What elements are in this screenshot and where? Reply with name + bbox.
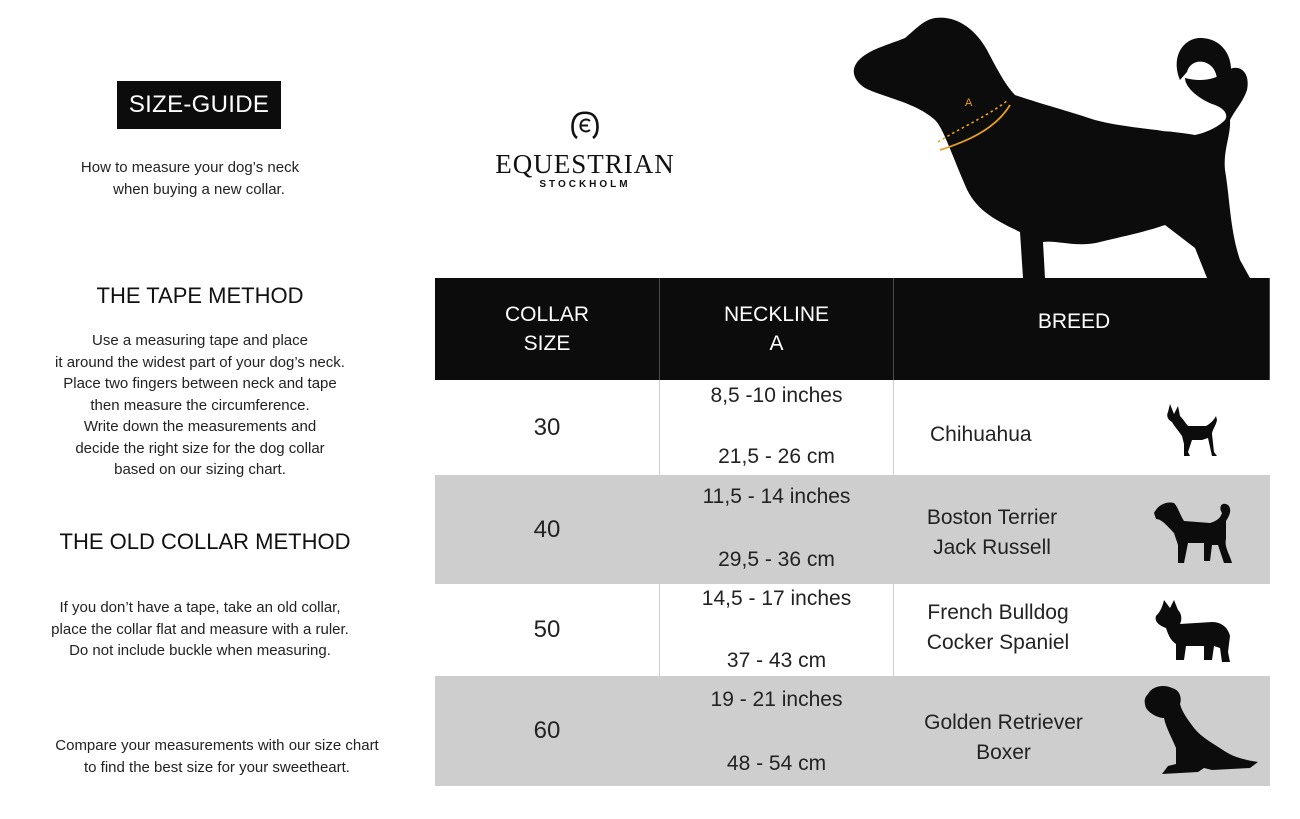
collar-size-cell: 40	[435, 475, 660, 584]
collar-size-cell: 50	[435, 584, 660, 676]
breed-name: Boxer	[976, 741, 1031, 764]
breed-name: Chihuahua	[930, 423, 1032, 446]
neckline-cell	[660, 676, 894, 786]
intro-text	[40, 157, 340, 201]
tail-gap-shape	[1145, 108, 1184, 131]
neckline-inches: 14,5 - 17 inches	[701, 587, 852, 610]
breed-name: Boston Terrier	[926, 506, 1058, 529]
equestrian-logo	[480, 110, 690, 190]
header-text: SIZE	[523, 332, 571, 355]
old-collar-heading: THE OLD COLLAR METHOD	[59, 529, 351, 554]
header-text: COLLAR	[504, 303, 590, 326]
header-collar-size	[435, 278, 660, 380]
table-row	[435, 475, 1270, 584]
intro-line: How to measure your dog’s neck	[80, 159, 300, 176]
header-text: A	[769, 332, 784, 355]
neckline-inches: 19 - 21 inches	[710, 688, 843, 711]
table-header-row	[435, 278, 1270, 380]
header-text: BREED	[1037, 310, 1111, 333]
breed-cell	[894, 584, 1270, 676]
neckline-cell	[660, 584, 894, 676]
horseshoe-logo-icon	[568, 110, 602, 142]
neck-label-a: A	[965, 97, 973, 109]
neckline-cm: 21,5 - 26 cm	[718, 445, 835, 468]
neckline-cm: 48 - 54 cm	[726, 752, 827, 775]
old-line: Do not include buckle when measuring.	[69, 642, 331, 659]
breed-name: Jack Russell	[933, 536, 1051, 559]
neckline-cm: 37 - 43 cm	[726, 649, 827, 672]
breed-names	[916, 708, 1091, 768]
header-text: NECKLINE	[723, 303, 830, 326]
compare-line: to find the best size for your sweetheart.	[84, 758, 350, 776]
tape-line: Place two fingers between neck and tape	[63, 375, 337, 392]
jack-russell-icon	[1152, 499, 1237, 571]
header-breed	[894, 278, 1270, 380]
size-chart-table	[435, 278, 1270, 786]
breed-cell	[894, 475, 1270, 584]
tape-line: then measure the circumference.	[90, 396, 310, 414]
tape-line: it around the widest part of your dog’s neck.	[55, 353, 345, 371]
size-guide-badge: SIZE-GUIDE	[117, 81, 281, 129]
logo-sub: STOCKHOLM	[539, 179, 631, 190]
neckline-inches: 8,5 -10 inches	[710, 384, 843, 407]
neckline-cell	[660, 475, 894, 584]
compare-text	[17, 735, 417, 778]
french-bulldog-icon	[1152, 596, 1237, 668]
chihuahua-icon	[1162, 400, 1222, 465]
breed-name: Golden Retriever	[924, 711, 1083, 734]
golden-retriever-icon	[1142, 682, 1262, 778]
header-neckline	[660, 278, 894, 380]
neckline-cm: 29,5 - 36 cm	[718, 548, 835, 571]
breed-names	[930, 420, 1032, 450]
tape-line: based on our sizing chart.	[114, 461, 286, 478]
neckline-cell	[660, 380, 894, 475]
old-line: If you don’t have a tape, take an old collar,	[59, 599, 341, 616]
breed-cell	[894, 380, 1270, 475]
breed-name: Cocker Spaniel	[926, 631, 1070, 654]
old-collar-text	[0, 597, 400, 662]
old-line: place the collar flat and measure with a ruler.	[51, 620, 349, 638]
breed-names	[922, 503, 1062, 563]
tape-method-text	[0, 330, 400, 481]
collar-size-cell: 30	[435, 380, 660, 475]
tape-line: Use a measuring tape and place	[92, 332, 308, 349]
neckline-inches: 11,5 - 14 inches	[702, 485, 851, 508]
table-row	[435, 380, 1270, 475]
table-row	[435, 584, 1270, 676]
tape-line: decide the right size for the dog collar	[75, 439, 325, 457]
table-row	[435, 676, 1270, 786]
collar-size-cell: 60	[435, 676, 660, 786]
intro-line: when buying a new collar.	[113, 181, 285, 198]
breed-names	[918, 598, 1078, 658]
logo-name: EQUESTRIAN	[495, 149, 675, 179]
breed-name: French Bulldog	[927, 601, 1069, 624]
tape-line: Write down the measurements and	[83, 418, 317, 435]
dog-silhouette-illustration	[845, 10, 1255, 282]
breed-cell	[894, 676, 1270, 786]
compare-line: Compare your measurements with our size chart	[55, 737, 379, 754]
tape-method-heading: THE TAPE METHOD	[96, 283, 304, 308]
